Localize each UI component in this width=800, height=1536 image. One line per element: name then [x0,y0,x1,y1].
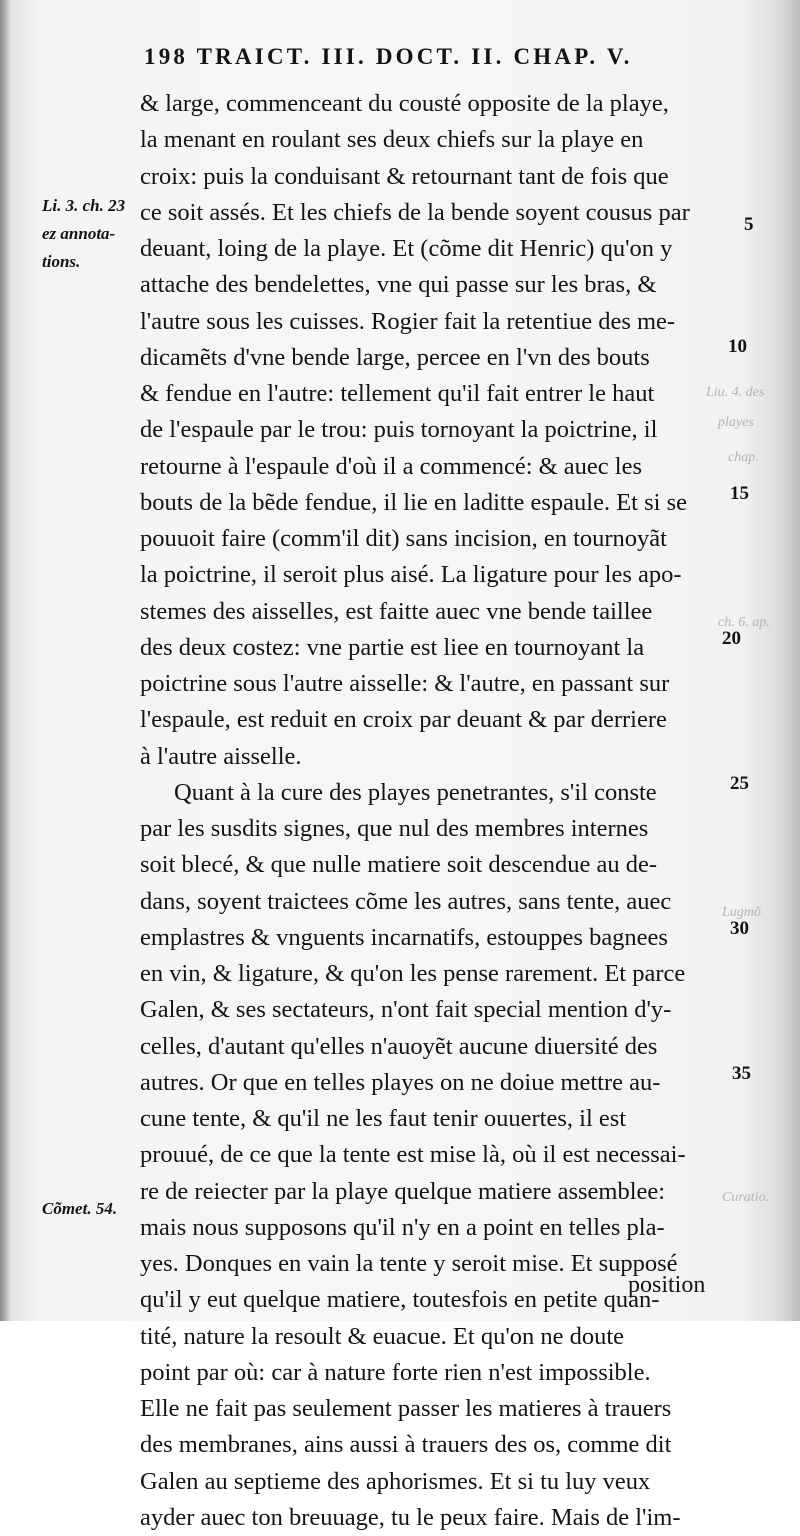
text-line: autres. Or que en telles playes on ne doiue mettre au- [140,1068,661,1096]
text-line: en vin, & ligature, & qu'on les pense rarement. Et parce [140,960,686,987]
gutter-shadow [0,0,10,1321]
text-line: Elle ne fait pas seulement passer les matieres à trauers [140,1395,672,1422]
text-line: croix: puis la conduisant & retournant tant de fois que [140,162,669,190]
text-line: ce soit assés. Et les chiefs de la bende soyent cousus par [140,198,690,226]
text-line: retourne à l'espaule d'où il a commencé: & auec les [140,452,643,480]
text-line: tité, nature la resoult & euacue. Et qu'on ne doute [140,1322,625,1350]
text-line: yes. Donques en vain la tente y seroit mise. Et supposé [140,1250,678,1277]
text-line: cune tente, & qu'il ne les faut tenir ouuertes, il est [140,1105,627,1132]
text-line: l'espaule, est reduit en croix par deuant & par derriere [140,706,667,734]
text-line: la poictrine, il seroit plus aisé. La ligature pour les apo- [140,561,682,589]
line-number: 25 [730,773,749,794]
bleed-through-text: Liu. 4. des [706,385,765,400]
text-line: ayder auec ton breuuage, tu le peux faire. Mais de l'im- [140,1503,681,1531]
margin-note-line: tions. [42,252,81,271]
bleed-through-text: Curatio. [722,1190,770,1205]
text-line: & fendue en l'autre: tellement qu'il fait entrer le haut [140,380,655,407]
catchword: position [628,1272,706,1298]
text-line: stemes des aisselles, est faitte auec vne bende taillee [140,597,653,625]
text-line: par les susdits signes, que nul des membres internes [140,815,649,842]
text-line: deuant, loing de la playe. Et (cõme dit Henric) qu'on y [140,235,673,262]
bleed-through-text: chap. [728,450,759,465]
text-line: des membranes, ains aussi à trauers des os, comme dit [140,1431,672,1459]
paragraph-start-line: Quant à la cure des playes penetrantes, s'il conste [174,778,657,806]
margin-note-line: Li. 3. ch. 23 [42,196,126,215]
line-number: 15 [730,483,749,504]
text-line: attache des bendelettes, vne qui passe sur les bras, & [140,271,657,299]
line-number: 20 [722,628,741,649]
text-line: celles, d'autant qu'elles n'auoyẽt aucune diuersité des [140,1032,658,1060]
text-line: emplastres & vnguents incarnatifs, estouppes bagnees [140,923,668,951]
text-line: & large, commenceant du cousté opposite de la playe, [140,90,669,117]
text-line: à l'autre aisselle. [140,742,302,770]
line-number: 10 [728,336,747,357]
line-number: 30 [730,918,749,939]
line-number: 35 [732,1063,751,1084]
text-line: mais nous supposons qu'il n'y en a point en telles pla- [140,1213,665,1241]
text-line: poictrine sous l'autre aisselle: & l'autre, en passant sur [140,670,670,697]
bleed-through-text: playes [718,415,754,430]
text-line: bouts de la bẽde fendue, il lie en laditte espaule. Et si se [140,488,687,516]
text-line: pouuoit faire (comm'il dit) sans incision, en tournoyãt [140,525,667,552]
text-line: prouué, de ce que la tente est mise là, où il est necessai- [140,1141,686,1169]
text-line: re de reiecter par la playe quelque matiere assemblee: [140,1177,666,1205]
margin-note: Cõmet. 54. [42,1199,118,1218]
text-line: qu'il y eut quelque matiere, toutesfois en petite quan- [140,1286,660,1314]
text-line: Galen, & ses sectateurs, n'ont fait special mention d'y- [140,996,672,1024]
line-number: 5 [744,214,754,235]
margin-note-line: ez annota- [42,224,116,243]
text-line: l'autre sous les cuisses. Rogier fait la retentiue des me- [140,307,676,335]
text-line: Galen au septieme des aphorismes. Et si tu luy veux [140,1467,651,1495]
text-line: la menant en roulant ses deux chiefs sur la playe en [140,126,644,154]
text-line: dans, soyent traictees cõme les autres, sans tente, auec [140,887,672,915]
text-line: soit blecé, & que nulle matiere soit descendue au de- [140,851,658,879]
body-text [140,86,730,1536]
text-line: de l'espaule par le trou: puis tornoyant la poictrine, il [140,416,658,444]
text-line: des deux costez: vne partie est liee en tournoyant la [140,633,645,661]
running-head: 198 TRAICT. III. DOCT. II. CHAP. V. [144,44,633,69]
text-line: dicamẽts d'vne bende large, percee en l'vn des bouts [140,343,650,371]
text-line: point par où: car à nature forte rien n'est impossible. [140,1358,651,1386]
bleed-through-text: ch. 6. ap. [718,615,770,630]
bleed-through-text: Lugmõ [722,905,761,920]
margin-note [42,192,125,276]
